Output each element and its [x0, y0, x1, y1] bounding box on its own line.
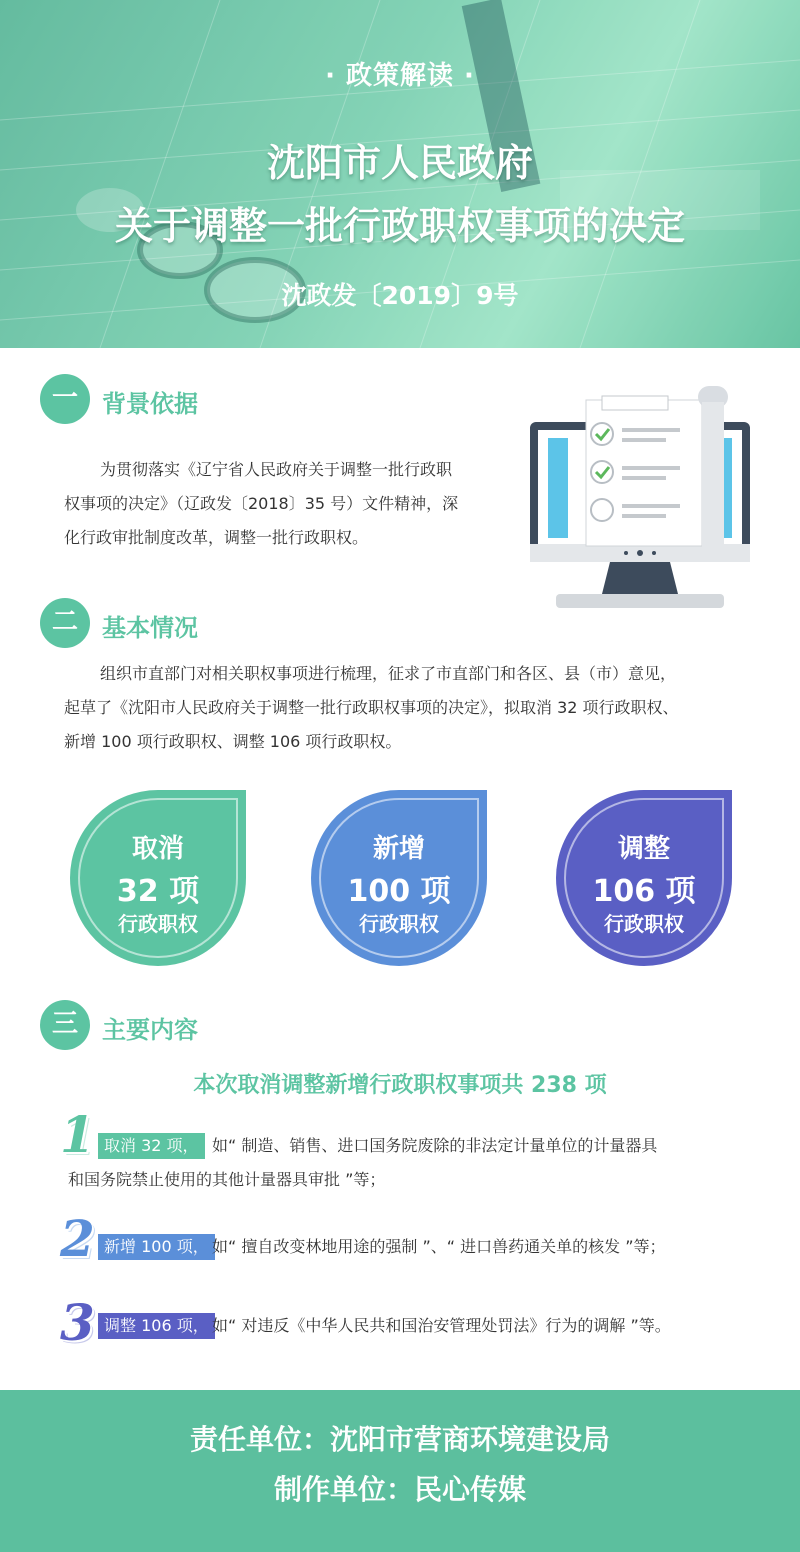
section-1-title: 背景依据	[102, 390, 198, 418]
stat-cancel	[70, 790, 246, 966]
item-2-text: 如“ 擅自改变林地用途的强制 ”、“ 进口兽药通关单的核发 ”等；	[212, 1237, 666, 1256]
item-2-number: 2	[60, 1209, 95, 1268]
monitor-checklist-illustration	[526, 382, 756, 614]
empty-checkbox-icon	[591, 499, 613, 521]
section-2-line-2: 起草了《沈阳市人民政府关于调整一批行政职权事项的决定》，拟取消 32 项行政职权、	[64, 698, 679, 717]
item-1-number: 1	[60, 1105, 95, 1164]
stat-add	[311, 790, 487, 966]
section-2-line-3: 新增 100 项行政职权、调整 106 项行政职权。	[64, 732, 402, 751]
item-3-text: 如“ 对违反《中华人民共和国治安管理处罚法》行为的调解 ”等。	[212, 1316, 671, 1335]
section-3-title: 主要内容	[102, 1016, 198, 1044]
section-1-number: 一	[40, 374, 90, 424]
stat-adjust	[556, 790, 732, 966]
stat-count: 32 项	[116, 874, 200, 909]
section-3-summary: 本次取消调整新增行政职权事项共 238 项	[193, 1073, 607, 1098]
stat-action: 取消	[131, 834, 184, 864]
footer	[0, 1390, 800, 1552]
section-2-title: 基本情况	[102, 614, 198, 642]
section-1-line-3: 化行政审批制度改革，调整一批行政职权。	[64, 528, 369, 547]
check-icon	[591, 461, 613, 483]
header-banner	[0, 0, 800, 348]
section-1-line-2: 权事项的决定》（辽政发〔2018〕35 号）文件精神，深	[64, 494, 459, 513]
item-1-text-line-1: 如“ 制造、销售、进口国务院废除的非法定计量单位的计量器具	[212, 1136, 658, 1155]
stat-unit: 行政职权	[118, 912, 198, 936]
item-1-text-line-2: 和国务院禁止使用的其他计量器具审批 ”等；	[68, 1170, 386, 1189]
section-2-line-1: 组织市直部门对相关职权事项进行梳理，征求了市直部门和各区、县（市）意见，	[100, 664, 677, 683]
check-icon	[591, 423, 613, 445]
section-1-line-1: 为贯彻落实《辽宁省人民政府关于调整一批行政职	[100, 460, 453, 479]
stat-unit: 行政职权	[604, 912, 684, 936]
stat-count: 100 项	[347, 874, 451, 909]
stat-unit: 行政职权	[359, 912, 439, 936]
page-title-line-1: 沈阳市人民政府	[266, 141, 533, 185]
page-title-line-2: 关于调整一批行政职权事项的决定	[114, 204, 685, 248]
header-tag: · 政策解读 ·	[325, 61, 475, 91]
item-2-tag: 新增 100 项，	[98, 1234, 215, 1260]
item-3-number: 3	[60, 1293, 95, 1352]
item-3-tag: 调整 106 项，	[98, 1313, 215, 1339]
section-3-number: 三	[40, 1000, 90, 1050]
stat-count: 106 项	[592, 874, 696, 909]
stat-action: 调整	[617, 834, 670, 864]
document-number: 沈政发〔2019〕9号	[281, 281, 519, 310]
section-2-number: 二	[40, 598, 90, 648]
production-unit: 制作单位：民心传媒	[273, 1473, 526, 1506]
item-1-tag: 取消 32 项，	[98, 1133, 205, 1159]
stat-action: 新增	[372, 834, 425, 864]
responsible-unit: 责任单位：沈阳市营商环境建设局	[189, 1423, 610, 1456]
